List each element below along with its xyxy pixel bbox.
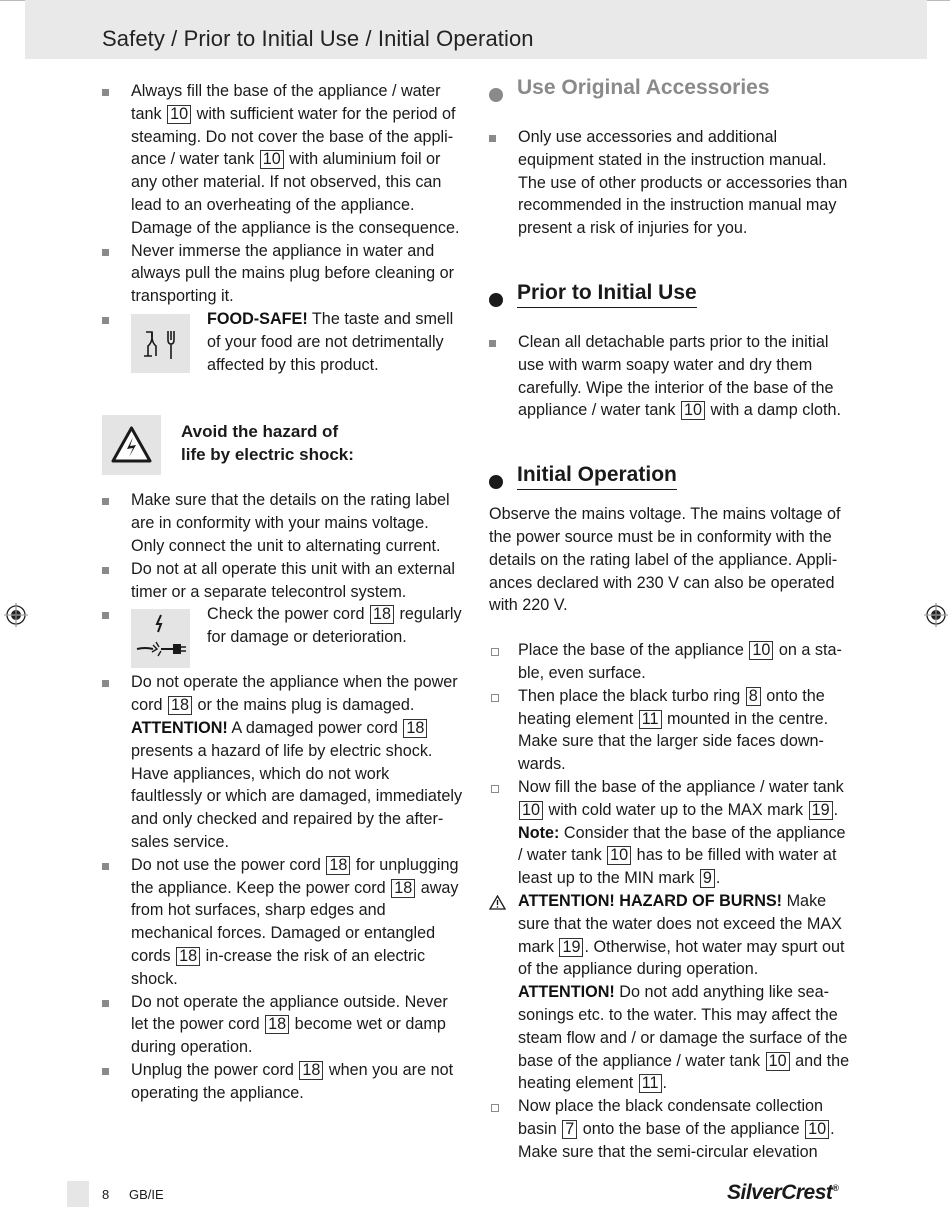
step-item: Then place the black turbo ring 8 onto the heating element 11 mounted in the centre. Make sure that the larger side faces down-wards. <box>489 685 854 776</box>
square-bullet-icon <box>102 680 109 687</box>
brand-logo: SilverCrest® <box>727 1181 839 1204</box>
square-bullet-icon <box>102 1068 109 1075</box>
square-bullet-icon <box>102 317 109 324</box>
part-reference: 10 <box>805 1120 829 1139</box>
footer-tab <box>67 1181 89 1207</box>
part-reference: 19 <box>559 938 583 957</box>
list-item: Do not operate the appliance outside. Never let the power cord 18 become wet or damp during operation. <box>102 991 464 1059</box>
part-reference: 10 <box>519 801 543 820</box>
section-dot-icon <box>489 293 503 307</box>
part-reference: 8 <box>746 687 761 706</box>
checkbox-bullet-icon <box>491 1104 499 1112</box>
section-dot-icon <box>489 475 503 489</box>
part-reference: 10 <box>167 105 191 124</box>
list-item: Unplug the power cord 18 when you are not operating the appliance. <box>102 1059 464 1105</box>
part-reference: 10 <box>766 1052 790 1071</box>
part-reference: 10 <box>607 846 631 865</box>
square-bullet-icon <box>102 498 109 505</box>
list-item: Only use accessories and additional equipment stated in the instruction manual. The use of other products or accessories than recommended in the instruction manual may present a risk of injuries for you. <box>489 126 854 240</box>
food-safe-icon <box>131 314 190 373</box>
left-column <box>102 80 464 1104</box>
part-reference: 18 <box>265 1015 289 1034</box>
list-item: Check the power cord 18 regularly for damage or deterioration. <box>102 603 464 671</box>
warning-title: Avoid the hazard of life by electric shock: <box>181 422 354 465</box>
part-reference: 7 <box>562 1120 577 1139</box>
registration-mark-icon <box>4 603 28 627</box>
checkbox-bullet-icon <box>491 785 499 793</box>
part-reference: 11 <box>639 1074 662 1093</box>
part-reference: 18 <box>299 1061 323 1080</box>
registration-mark-icon <box>924 603 948 627</box>
square-bullet-icon <box>102 863 109 870</box>
part-reference: 9 <box>700 869 715 888</box>
square-bullet-icon <box>489 340 496 347</box>
square-bullet-icon <box>102 89 109 96</box>
list-item: Make sure that the details on the rating label are in conformity with your mains voltage. Only connect the unit to alternating current. <box>102 489 464 557</box>
list-item: Clean all detachable parts prior to the initial use with warm soapy water and dry them carefully. Wipe the interior of the base of the appliance / water tank 10 with a damp cloth. <box>489 331 854 422</box>
checkbox-bullet-icon <box>491 694 499 702</box>
intro-paragraph: Observe the mains voltage. The mains voltage of the power source must be in conformity with the details on the rating label of the appliance. Appli-ances declared with 230 V can also be operated with 220 V. <box>489 505 841 615</box>
list-item: Do not operate the appliance when the power cord 18 or the mains plug is damaged. ATTENTION! A damaged power cord 18 presents a hazard of life by electric shock. Have appliances, which do not work faultlessly or which are damaged, immediately and only checked and repaired by the after-sales service. <box>102 671 464 853</box>
page-title: Safety / Prior to Initial Use / Initial Operation <box>102 26 534 51</box>
list-item: Never immerse the appliance in water and always pull the mains plug before cleaning or transporting it. <box>102 240 464 308</box>
part-reference: 18 <box>403 719 427 738</box>
step-item: Now fill the base of the appliance / water tank 10 with cold water up to the MAX mark 19 . Note: Consider that the base of the appliance / water tank 10 has to be filled with water at least up to the MIN mark 9 . <box>489 776 854 890</box>
section-heading: Initial Operation <box>489 467 854 499</box>
part-reference: 10 <box>260 150 284 169</box>
list-item: Do not at all operate this unit with an external timer or a separate telecontrol system. <box>102 558 464 604</box>
warning-item: ATTENTION! HAZARD OF BURNS! Make sure that the water does not exceed the MAX mark 19 . Otherwise, hot water may spurt out of the appliance during operation. ATTENTION! Do not add anything like sea-sonings etc. to the water. This may affect the steam flow and / or damage the surface of the base of the appliance / water tank 10 and the heating element 11 . <box>489 890 854 1095</box>
square-bullet-icon <box>102 567 109 574</box>
high-voltage-warning-icon <box>102 415 161 475</box>
right-column <box>489 76 854 1163</box>
part-reference: 18 <box>326 856 350 875</box>
step-item: Now place the black condensate collection basin 7 onto the base of the appliance 10 . Make sure that the semi-circular elevation <box>489 1095 854 1163</box>
list-item: Always fill the base of the appliance / water tank 10 with sufficient water for the period of steaming. Do not cover the base of the appli-ance / water tank 10 with aluminium foil or any other material. If not observed, this can lead to an overheating of the appliance. Damage of the appliance is the consequence. <box>102 80 464 240</box>
checkbox-bullet-icon <box>491 648 499 656</box>
part-reference: 10 <box>681 401 705 420</box>
square-bullet-icon <box>102 1000 109 1007</box>
list-item: Do not use the power cord 18 for unplugging the appliance. Keep the power cord 18 away from hot surfaces, sharp edges and mechanical forces. Damaged or entangled cords 18 in-crease the risk of an electric shock. <box>102 854 464 991</box>
part-reference: 18 <box>370 605 394 624</box>
part-reference: 11 <box>639 710 662 729</box>
language-code: GB/IE <box>129 1187 164 1202</box>
step-item: Place the base of the appliance 10 on a sta-ble, even surface. <box>489 639 854 685</box>
part-reference: 18 <box>168 696 192 715</box>
electric-shock-warning <box>102 415 464 479</box>
section-dot-icon <box>489 88 503 102</box>
part-reference: 18 <box>176 947 200 966</box>
part-reference: 10 <box>749 641 773 660</box>
page-number: 8 <box>102 1187 110 1202</box>
damaged-cord-icon <box>131 609 190 668</box>
square-bullet-icon <box>102 612 109 619</box>
list-item: FOOD-SAFE! The taste and smell of your food are not detrimentally affected by this product. <box>102 308 464 376</box>
part-reference: 18 <box>391 879 415 898</box>
section-heading: Prior to Initial Use <box>489 285 854 317</box>
square-bullet-icon <box>489 135 496 142</box>
square-bullet-icon <box>102 249 109 256</box>
warning-triangle-icon <box>489 895 506 910</box>
section-heading: Use Original Accessories <box>489 80 854 112</box>
part-reference: 19 <box>809 801 833 820</box>
